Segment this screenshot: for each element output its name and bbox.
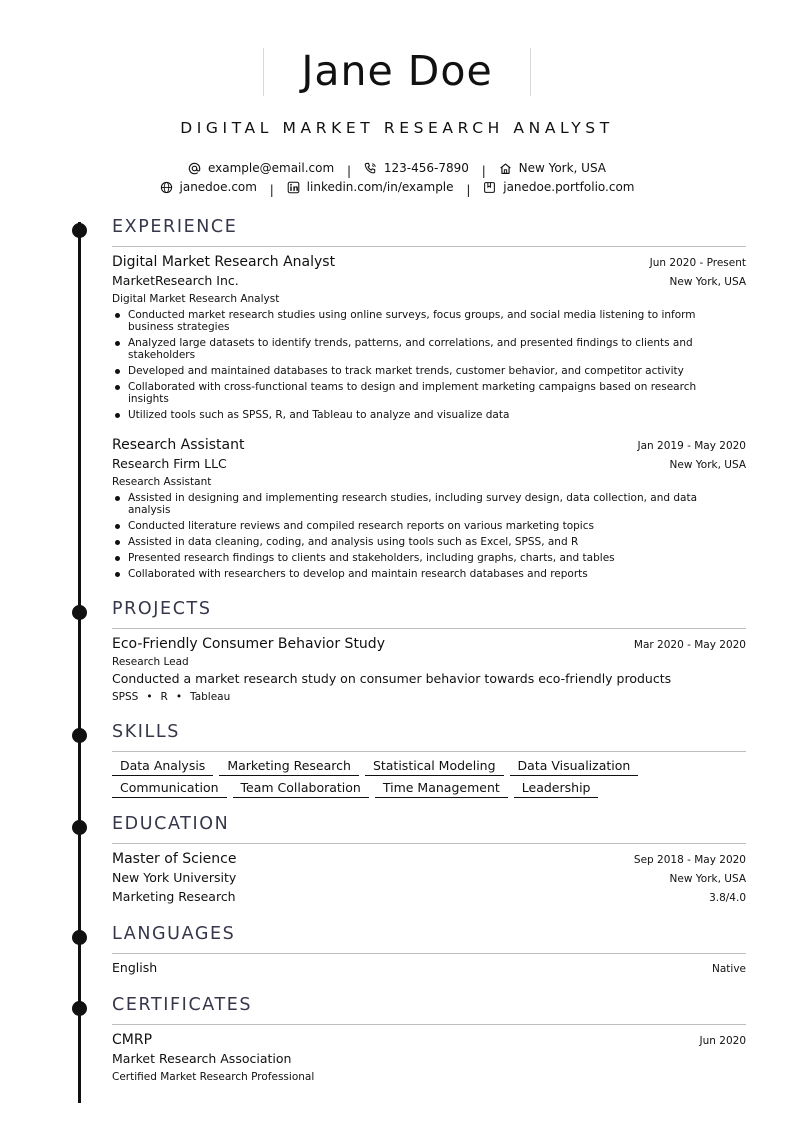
timeline-dot [72, 728, 87, 743]
job-header [112, 436, 746, 454]
education-field: Marketing Research [112, 889, 236, 904]
contact-row-1 [0, 160, 794, 179]
job-bullets [112, 492, 732, 584]
bullet-item: Conducted literature reviews and compiled research reports on various marketing topics [112, 520, 732, 532]
website-text: janedoe.com [179, 180, 257, 194]
tool-separator: • [146, 691, 153, 703]
education-school: New York University [112, 870, 237, 885]
section-divider [112, 628, 746, 629]
education-school-row [112, 870, 746, 886]
bullet-item: Assisted in data cleaning, coding, and analysis using tools such as Excel, SPSS, and R [112, 536, 732, 548]
portfolio-icon [483, 181, 496, 194]
job-company-row [112, 273, 746, 289]
education-header [112, 850, 746, 868]
education-gpa: 3.8/4.0 [709, 892, 746, 904]
section-divider [112, 246, 746, 247]
language-name: English [112, 960, 158, 975]
education-location: New York, USA [669, 873, 746, 885]
project-role-row [112, 655, 746, 669]
job-company-row [112, 456, 746, 472]
certificate-date: Jun 2020 [699, 1035, 746, 1047]
tool-item: SPSS [112, 691, 139, 703]
job-dates: Jan 2019 - May 2020 [637, 440, 746, 452]
language-level: Native [712, 963, 746, 975]
job-position: Research Assistant [112, 437, 245, 453]
globe-icon [160, 181, 173, 194]
email-text: example@email.com [207, 161, 335, 175]
section-title-education: EDUCATION [112, 814, 230, 834]
skill-tag: Data Visualization [510, 758, 639, 776]
location-item [499, 160, 606, 176]
skill-tag: Communication [112, 780, 227, 798]
candidate-name: Jane Doe [301, 47, 493, 95]
bullet-item: Collaborated with cross-functional teams to design and implement marketing campaigns based on research insights [112, 381, 732, 405]
location-text: New York, USA [518, 161, 607, 175]
education-degree: Master of Science [112, 851, 237, 867]
section-divider [112, 1024, 746, 1025]
section-divider [112, 953, 746, 954]
section-divider [112, 843, 746, 844]
language-row [112, 960, 746, 976]
skills-list [112, 758, 746, 802]
job-location: New York, USA [669, 459, 746, 471]
separator: | [466, 182, 471, 197]
at-icon [188, 162, 201, 175]
timeline-dot [72, 930, 87, 945]
certificate-description-row [112, 1070, 746, 1084]
section-title-experience: EXPERIENCE [112, 217, 238, 237]
project-header [112, 635, 746, 653]
tool-item: Tableau [190, 691, 231, 703]
skill-tag: Data Analysis [112, 758, 213, 776]
timeline-dot [72, 605, 87, 620]
phone-text: 123-456-7890 [383, 161, 469, 175]
job-role-row [112, 475, 746, 489]
section-divider [112, 751, 746, 752]
job-company: Research Firm LLC [112, 456, 227, 471]
portfolio-text: janedoe.portfolio.com [503, 180, 635, 194]
timeline-dot [72, 1001, 87, 1016]
job-position: Digital Market Research Analyst [112, 254, 336, 270]
job-role-row [112, 292, 746, 306]
certificate-issuer: Market Research Association [112, 1051, 292, 1066]
job-header [112, 253, 746, 271]
bullet-item: Developed and maintained databases to track market trends, customer behavior, and competitor activity [112, 365, 732, 377]
linkedin-icon [287, 181, 300, 194]
separator: | [347, 163, 352, 178]
section-title-skills: SKILLS [112, 722, 180, 742]
project-description-row [112, 671, 746, 687]
certificate-issuer-row [112, 1051, 746, 1067]
bullet-item: Utilized tools such as SPSS, R, and Tableau to analyze and visualize data [112, 409, 732, 421]
education-field-row [112, 889, 746, 905]
website-item[interactable] [160, 179, 257, 195]
certificate-description: Certified Market Research Professional [112, 1071, 315, 1083]
linkedin-item[interactable] [287, 179, 454, 195]
project-role: Research Lead [112, 656, 189, 668]
skill-tag: Marketing Research [219, 758, 359, 776]
section-title-projects: PROJECTS [112, 599, 212, 619]
skill-tag: Time Management [375, 780, 508, 798]
job-bullets [112, 309, 732, 425]
job-title: DIGITAL MARKET RESEARCH ANALYST [180, 119, 614, 137]
section-title-languages: LANGUAGES [112, 924, 236, 944]
bullet-item: Presented research findings to clients and stakeholders, including graphs, charts, and tables [112, 552, 732, 564]
section-title-certificates: CERTIFICATES [112, 995, 253, 1015]
separator: | [481, 163, 486, 178]
project-description: Conducted a market research study on consumer behavior towards eco-friendly products [112, 671, 672, 686]
project-name: Eco-Friendly Consumer Behavior Study [112, 636, 385, 652]
bullet-item: Analyzed large datasets to identify trends, patterns, and correlations, and presented findings to clients and stakeholders [112, 337, 732, 361]
bullet-item: Collaborated with researchers to develop and maintain research databases and reports [112, 568, 732, 580]
timeline-dot [72, 820, 87, 835]
job-location: New York, USA [669, 276, 746, 288]
project-tools [112, 690, 230, 704]
linkedin-text: linkedin.com/in/example [306, 180, 454, 194]
name-block [263, 48, 531, 96]
home-icon [499, 162, 512, 175]
tool-item: R [160, 691, 168, 703]
phone-icon [364, 162, 377, 175]
email-item[interactable] [188, 160, 334, 176]
bullet-item: Conducted market research studies using online surveys, focus groups, and social media listening to inform business strategies [112, 309, 732, 333]
job-role: Digital Market Research Analyst [112, 293, 280, 305]
education-dates: Sep 2018 - May 2020 [633, 854, 746, 866]
job-company: MarketResearch Inc. [112, 273, 239, 288]
bullet-item: Assisted in designing and implementing research studies, including survey design, data collection, and data analysis [112, 492, 732, 516]
timeline-line [78, 222, 81, 1103]
portfolio-item[interactable] [483, 179, 634, 195]
skill-tag: Team Collaboration [233, 780, 369, 798]
tool-separator: • [175, 691, 183, 703]
contact-row-2 [0, 179, 794, 198]
project-dates: Mar 2020 - May 2020 [633, 639, 746, 651]
job-role: Research Assistant [112, 476, 212, 488]
skill-tag: Leadership [514, 780, 599, 798]
certificate-name: CMRP [112, 1032, 153, 1048]
certificate-header [112, 1031, 746, 1049]
timeline-dot [72, 223, 87, 238]
phone-item[interactable] [364, 160, 469, 176]
job-dates: Jun 2020 - Present [649, 257, 746, 269]
skill-tag: Statistical Modeling [365, 758, 504, 776]
separator: | [269, 182, 274, 197]
